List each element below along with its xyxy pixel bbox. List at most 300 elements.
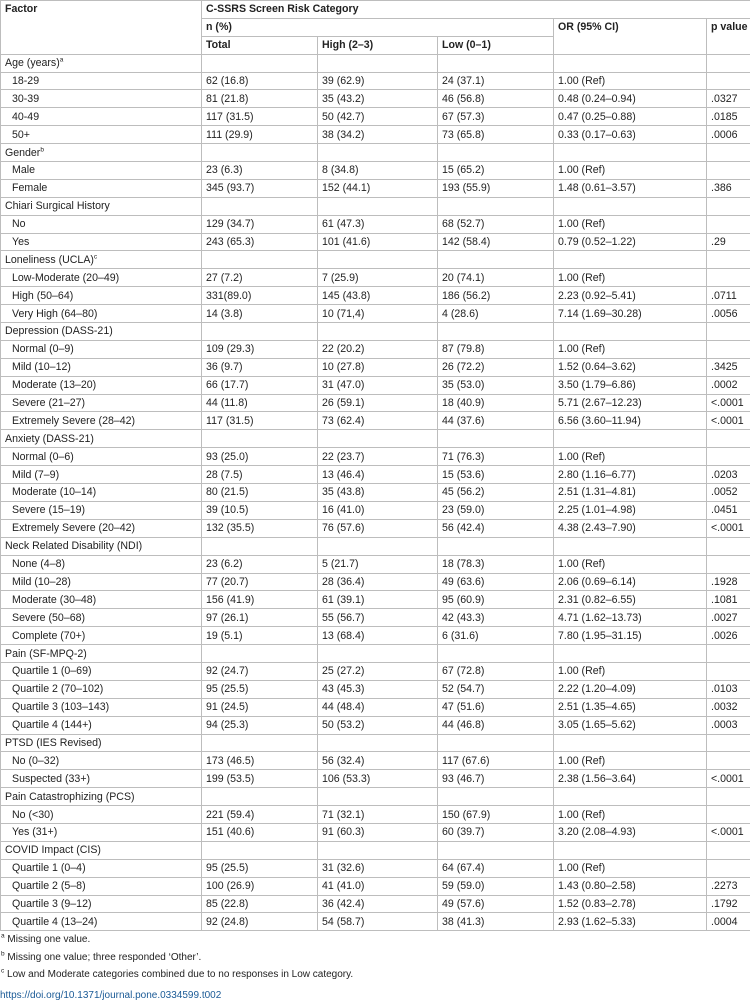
- empty-cell: [318, 537, 438, 555]
- empty-cell: [202, 645, 318, 663]
- group-label-cell: [1, 537, 202, 555]
- category-cell: Severe (15–19): [1, 501, 202, 519]
- total-cell: 36 (9.7): [202, 358, 318, 376]
- p-value-cell: [707, 215, 750, 233]
- category-cell: Quartile 2 (70–102): [1, 680, 202, 698]
- footnote-text: Missing one value; three responded ‘Other’.: [5, 952, 202, 963]
- odds-ratio-cell: 7.80 (1.95–31.15): [554, 627, 707, 645]
- table-row: [1, 484, 750, 502]
- total-cell: 100 (26.9): [202, 877, 318, 895]
- odds-ratio-cell: 1.00 (Ref): [554, 269, 707, 287]
- empty-cell: [438, 430, 554, 448]
- table-row: [1, 376, 750, 394]
- category-cell: None (4–8): [1, 555, 202, 573]
- high-risk-cell: 22 (23.7): [318, 448, 438, 466]
- footnote: [1, 966, 750, 984]
- low-risk-cell: 73 (65.8): [438, 126, 554, 144]
- total-cell: 14 (3.8): [202, 305, 318, 323]
- p-value-header: p value: [707, 18, 750, 54]
- total-cell: 95 (25.5): [202, 859, 318, 877]
- group-header-row: [1, 841, 750, 859]
- group-label-cell: [1, 323, 202, 341]
- category-cell: Normal (0–9): [1, 340, 202, 358]
- low-risk-cell: 64 (67.4): [438, 859, 554, 877]
- odds-ratio-cell: 1.00 (Ref): [554, 340, 707, 358]
- odds-ratio-cell: 1.00 (Ref): [554, 806, 707, 824]
- low-risk-cell: 52 (54.7): [438, 680, 554, 698]
- total-cell: 66 (17.7): [202, 376, 318, 394]
- p-value-cell: [707, 859, 750, 877]
- odds-ratio-cell: 0.48 (0.24–0.94): [554, 90, 707, 108]
- group-label-cell: [1, 251, 202, 269]
- low-risk-cell: 47 (51.6): [438, 698, 554, 716]
- total-cell: 129 (34.7): [202, 215, 318, 233]
- empty-cell: [202, 54, 318, 72]
- empty-cell: [202, 788, 318, 806]
- empty-cell: [438, 537, 554, 555]
- category-cell: 18-29: [1, 72, 202, 90]
- low-risk-cell: 4 (28.6): [438, 305, 554, 323]
- category-cell: Quartile 4 (144+): [1, 716, 202, 734]
- total-cell: 132 (35.5): [202, 519, 318, 537]
- footnote-text: Missing one value.: [5, 934, 91, 945]
- group-label: COVID Impact (CIS): [5, 844, 101, 856]
- total-cell: 23 (6.3): [202, 162, 318, 180]
- odds-ratio-cell: 2.31 (0.82–6.55): [554, 591, 707, 609]
- low-risk-cell: 71 (76.3): [438, 448, 554, 466]
- empty-cell: [318, 323, 438, 341]
- low-risk-cell: 44 (37.6): [438, 412, 554, 430]
- high-risk-cell: 73 (62.4): [318, 412, 438, 430]
- high-risk-cell: 31 (32.6): [318, 859, 438, 877]
- category-cell: No: [1, 215, 202, 233]
- group-header-row: [1, 144, 750, 162]
- p-value-cell: .0203: [707, 466, 750, 484]
- odds-ratio-cell: 1.52 (0.83–2.78): [554, 895, 707, 913]
- p-value-cell: .0027: [707, 609, 750, 627]
- category-cell: Severe (50–68): [1, 609, 202, 627]
- low-risk-cell: 44 (46.8): [438, 716, 554, 734]
- empty-cell: [318, 841, 438, 859]
- empty-cell: [554, 841, 707, 859]
- table-body: [1, 54, 750, 931]
- total-cell: 151 (40.6): [202, 823, 318, 841]
- risk-category-header: C-SSRS Screen Risk Category: [202, 1, 750, 19]
- table-footnotes: [0, 931, 750, 984]
- empty-cell: [438, 734, 554, 752]
- total-cell: 199 (53.5): [202, 770, 318, 788]
- table-row: [1, 358, 750, 376]
- table-row: [1, 913, 750, 931]
- empty-cell: [554, 54, 707, 72]
- category-cell: Yes (31+): [1, 823, 202, 841]
- table-row: [1, 859, 750, 877]
- total-cell: 95 (25.5): [202, 680, 318, 698]
- table-row: [1, 501, 750, 519]
- group-header-row: [1, 788, 750, 806]
- p-value-cell: <.0001: [707, 770, 750, 788]
- group-label-cell: [1, 54, 202, 72]
- group-label: Gender: [5, 147, 40, 159]
- p-value-cell: .386: [707, 179, 750, 197]
- high-risk-cell: 39 (62.9): [318, 72, 438, 90]
- table-row: [1, 394, 750, 412]
- high-risk-cell: 152 (44.1): [318, 179, 438, 197]
- group-label: Chiari Surgical History: [5, 200, 110, 212]
- high-risk-cell: 22 (20.2): [318, 340, 438, 358]
- p-value-cell: <.0001: [707, 519, 750, 537]
- group-label-cell: [1, 144, 202, 162]
- category-cell: Quartile 2 (5–8): [1, 877, 202, 895]
- table-row: [1, 716, 750, 734]
- empty-cell: [707, 841, 750, 859]
- low-risk-cell: 35 (53.0): [438, 376, 554, 394]
- odds-ratio-cell: 1.00 (Ref): [554, 162, 707, 180]
- p-value-cell: .1928: [707, 573, 750, 591]
- low-risk-cell: 15 (53.6): [438, 466, 554, 484]
- group-header-row: [1, 54, 750, 72]
- p-value-cell: .0002: [707, 376, 750, 394]
- table-row: [1, 162, 750, 180]
- group-header-row: [1, 645, 750, 663]
- p-value-cell: .0004: [707, 913, 750, 931]
- total-cell: 23 (6.2): [202, 555, 318, 573]
- low-risk-cell: 56 (42.4): [438, 519, 554, 537]
- table-row: [1, 519, 750, 537]
- p-value-cell: .0052: [707, 484, 750, 502]
- category-cell: Male: [1, 162, 202, 180]
- odds-ratio-cell: 2.93 (1.62–5.33): [554, 913, 707, 931]
- table-row: [1, 573, 750, 591]
- table-row: [1, 627, 750, 645]
- total-cell: 44 (11.8): [202, 394, 318, 412]
- footnote: [1, 931, 750, 949]
- high-risk-cell: 61 (47.3): [318, 215, 438, 233]
- odds-ratio-cell: 0.79 (0.52–1.22): [554, 233, 707, 251]
- empty-cell: [707, 144, 750, 162]
- odds-ratio-cell: 3.20 (2.08–4.93): [554, 823, 707, 841]
- high-risk-cell: 8 (34.8): [318, 162, 438, 180]
- odds-ratio-cell: 1.00 (Ref): [554, 859, 707, 877]
- category-cell: Normal (0–6): [1, 448, 202, 466]
- high-risk-cell: 145 (43.8): [318, 287, 438, 305]
- group-header-row: [1, 251, 750, 269]
- table-row: [1, 108, 750, 126]
- p-value-cell: [707, 662, 750, 680]
- empty-cell: [318, 788, 438, 806]
- empty-cell: [318, 645, 438, 663]
- empty-cell: [554, 537, 707, 555]
- high-risk-cell: 50 (42.7): [318, 108, 438, 126]
- high-risk-cell: 10 (71,4): [318, 305, 438, 323]
- table-row: [1, 233, 750, 251]
- high-risk-cell: 13 (46.4): [318, 466, 438, 484]
- odds-ratio-cell: 1.00 (Ref): [554, 662, 707, 680]
- table-row: [1, 287, 750, 305]
- category-cell: No (<30): [1, 806, 202, 824]
- odds-ratio-cell: 1.48 (0.61–3.57): [554, 179, 707, 197]
- odds-ratio-cell: 3.05 (1.65–5.62): [554, 716, 707, 734]
- total-cell: 92 (24.7): [202, 662, 318, 680]
- odds-ratio-cell: 7.14 (1.69–30.28): [554, 305, 707, 323]
- category-cell: No (0–32): [1, 752, 202, 770]
- table-row: [1, 823, 750, 841]
- group-label-cell: [1, 645, 202, 663]
- group-label-cell: [1, 734, 202, 752]
- group-label: PTSD (IES Revised): [5, 737, 102, 749]
- high-risk-cell: 91 (60.3): [318, 823, 438, 841]
- high-risk-cell: 44 (48.4): [318, 698, 438, 716]
- doi-link[interactable]: https://doi.org/10.1371/journal.pone.0334599.t002: [0, 987, 750, 1004]
- p-value-cell: .29: [707, 233, 750, 251]
- odds-ratio-cell: 2.25 (1.01–4.98): [554, 501, 707, 519]
- odds-ratio-cell: 4.71 (1.62–13.73): [554, 609, 707, 627]
- group-label: Pain Catastrophizing (PCS): [5, 791, 135, 803]
- total-cell: 62 (16.8): [202, 72, 318, 90]
- empty-cell: [438, 841, 554, 859]
- odds-ratio-cell: 2.06 (0.69–6.14): [554, 573, 707, 591]
- category-cell: Yes: [1, 233, 202, 251]
- category-cell: Extremely Severe (28–42): [1, 412, 202, 430]
- high-risk-cell: 35 (43.8): [318, 484, 438, 502]
- total-cell: 80 (21.5): [202, 484, 318, 502]
- total-cell: 117 (31.5): [202, 412, 318, 430]
- group-label: Loneliness (UCLA): [5, 254, 94, 266]
- high-risk-cell: 71 (32.1): [318, 806, 438, 824]
- table-row: [1, 179, 750, 197]
- category-cell: Quartile 1 (0–4): [1, 859, 202, 877]
- empty-cell: [554, 197, 707, 215]
- odds-ratio-cell: 4.38 (2.43–7.90): [554, 519, 707, 537]
- total-cell: 221 (59.4): [202, 806, 318, 824]
- total-cell: 39 (10.5): [202, 501, 318, 519]
- odds-ratio-cell: 6.56 (3.60–11.94): [554, 412, 707, 430]
- total-cell: 173 (46.5): [202, 752, 318, 770]
- empty-cell: [438, 54, 554, 72]
- footnote: [1, 949, 750, 967]
- odds-ratio-cell: 2.22 (1.20–4.09): [554, 680, 707, 698]
- category-cell: Female: [1, 179, 202, 197]
- odds-ratio-cell: 2.51 (1.35–4.65): [554, 698, 707, 716]
- group-header-row: [1, 734, 750, 752]
- total-header: Total: [202, 36, 318, 54]
- high-risk-cell: 76 (57.6): [318, 519, 438, 537]
- table-row: [1, 90, 750, 108]
- table-row: [1, 448, 750, 466]
- low-risk-cell: 23 (59.0): [438, 501, 554, 519]
- high-risk-cell: 13 (68.4): [318, 627, 438, 645]
- footnote-text: Low and Moderate categories combined due to no responses in Low category.: [4, 969, 353, 980]
- low-risk-cell: 24 (37.1): [438, 72, 554, 90]
- empty-cell: [202, 841, 318, 859]
- empty-cell: [202, 734, 318, 752]
- category-cell: Quartile 3 (103–143): [1, 698, 202, 716]
- total-cell: 19 (5.1): [202, 627, 318, 645]
- table-row: [1, 877, 750, 895]
- total-cell: 156 (41.9): [202, 591, 318, 609]
- group-header-row: [1, 197, 750, 215]
- low-risk-cell: 42 (43.3): [438, 609, 554, 627]
- empty-cell: [438, 788, 554, 806]
- high-risk-cell: 35 (43.2): [318, 90, 438, 108]
- total-cell: 93 (25.0): [202, 448, 318, 466]
- empty-cell: [707, 537, 750, 555]
- group-label: Age (years): [5, 57, 60, 69]
- total-cell: 81 (21.8): [202, 90, 318, 108]
- table-row: [1, 466, 750, 484]
- group-label: Anxiety (DASS-21): [5, 433, 94, 445]
- odds-ratio-cell: 2.23 (0.92–5.41): [554, 287, 707, 305]
- low-risk-cell: 142 (58.4): [438, 233, 554, 251]
- high-risk-cell: 43 (45.3): [318, 680, 438, 698]
- p-value-cell: [707, 72, 750, 90]
- odds-ratio-cell: 1.43 (0.80–2.58): [554, 877, 707, 895]
- p-value-cell: .0451: [707, 501, 750, 519]
- odds-ratio-cell: 1.52 (0.64–3.62): [554, 358, 707, 376]
- odds-ratio-cell: 1.00 (Ref): [554, 752, 707, 770]
- total-cell: 94 (25.3): [202, 716, 318, 734]
- high-risk-cell: 56 (32.4): [318, 752, 438, 770]
- total-cell: 117 (31.5): [202, 108, 318, 126]
- empty-cell: [554, 251, 707, 269]
- p-value-cell: .0032: [707, 698, 750, 716]
- high-risk-cell: 54 (58.7): [318, 913, 438, 931]
- total-cell: 77 (20.7): [202, 573, 318, 591]
- high-risk-cell: 26 (59.1): [318, 394, 438, 412]
- category-cell: Mild (10–12): [1, 358, 202, 376]
- group-header-row: [1, 430, 750, 448]
- total-cell: 111 (29.9): [202, 126, 318, 144]
- total-cell: 109 (29.3): [202, 340, 318, 358]
- empty-cell: [202, 144, 318, 162]
- empty-cell: [554, 788, 707, 806]
- table-row: [1, 555, 750, 573]
- low-risk-cell: 26 (72.2): [438, 358, 554, 376]
- empty-cell: [554, 645, 707, 663]
- low-risk-cell: 6 (31.6): [438, 627, 554, 645]
- low-risk-cell: 46 (56.8): [438, 90, 554, 108]
- table-row: [1, 698, 750, 716]
- total-cell: 97 (26.1): [202, 609, 318, 627]
- high-risk-cell: 28 (36.4): [318, 573, 438, 591]
- empty-cell: [202, 537, 318, 555]
- empty-cell: [707, 788, 750, 806]
- low-risk-cell: 18 (40.9): [438, 394, 554, 412]
- p-value-cell: .0185: [707, 108, 750, 126]
- category-cell: Quartile 1 (0–69): [1, 662, 202, 680]
- empty-cell: [202, 197, 318, 215]
- odds-ratio-cell: 1.00 (Ref): [554, 555, 707, 573]
- empty-cell: [318, 251, 438, 269]
- p-value-cell: .0711: [707, 287, 750, 305]
- total-cell: 28 (7.5): [202, 466, 318, 484]
- high-risk-cell: 101 (41.6): [318, 233, 438, 251]
- high-risk-cell: 31 (47.0): [318, 376, 438, 394]
- odds-ratio-cell: 2.80 (1.16–6.77): [554, 466, 707, 484]
- group-label: Neck Related Disability (NDI): [5, 540, 142, 552]
- empty-cell: [202, 323, 318, 341]
- group-header-row: [1, 537, 750, 555]
- high-risk-cell: 16 (41.0): [318, 501, 438, 519]
- low-risk-cell: 193 (55.9): [438, 179, 554, 197]
- p-value-cell: .0003: [707, 716, 750, 734]
- low-risk-cell: 117 (67.6): [438, 752, 554, 770]
- empty-cell: [318, 54, 438, 72]
- table-row: [1, 269, 750, 287]
- empty-cell: [707, 54, 750, 72]
- group-label-cell: [1, 788, 202, 806]
- table-row: [1, 662, 750, 680]
- empty-cell: [707, 197, 750, 215]
- odds-ratio-cell: 2.51 (1.31–4.81): [554, 484, 707, 502]
- footnote-marker: a: [60, 57, 64, 64]
- low-risk-header: Low (0–1): [438, 36, 554, 54]
- p-value-cell: [707, 269, 750, 287]
- n-percent-header: n (%): [202, 18, 554, 36]
- low-risk-cell: 67 (72.8): [438, 662, 554, 680]
- footnote-mark: a: [1, 933, 5, 940]
- high-risk-cell: 41 (41.0): [318, 877, 438, 895]
- low-risk-cell: 45 (56.2): [438, 484, 554, 502]
- high-risk-cell: 61 (39.1): [318, 591, 438, 609]
- empty-cell: [438, 144, 554, 162]
- footnote-mark: b: [1, 950, 5, 957]
- empty-cell: [554, 323, 707, 341]
- odds-ratio-cell: 1.00 (Ref): [554, 72, 707, 90]
- low-risk-cell: 20 (74.1): [438, 269, 554, 287]
- table-row: [1, 340, 750, 358]
- p-value-cell: .0103: [707, 680, 750, 698]
- high-risk-cell: 5 (21.7): [318, 555, 438, 573]
- p-value-cell: .0006: [707, 126, 750, 144]
- empty-cell: [438, 197, 554, 215]
- low-risk-cell: 67 (57.3): [438, 108, 554, 126]
- low-risk-cell: 18 (78.3): [438, 555, 554, 573]
- footnote-marker: b: [40, 146, 44, 153]
- table-row: [1, 72, 750, 90]
- odds-ratio-cell: 0.33 (0.17–0.63): [554, 126, 707, 144]
- empty-cell: [554, 734, 707, 752]
- low-risk-cell: 49 (57.6): [438, 895, 554, 913]
- low-risk-cell: 150 (67.9): [438, 806, 554, 824]
- low-risk-cell: 186 (56.2): [438, 287, 554, 305]
- footnote-mark: c: [1, 968, 4, 975]
- group-label-cell: [1, 197, 202, 215]
- empty-cell: [707, 323, 750, 341]
- empty-cell: [554, 144, 707, 162]
- p-value-cell: [707, 752, 750, 770]
- p-value-cell: <.0001: [707, 412, 750, 430]
- total-cell: 91 (24.5): [202, 698, 318, 716]
- low-risk-cell: 15 (65.2): [438, 162, 554, 180]
- low-risk-cell: 49 (63.6): [438, 573, 554, 591]
- table-row: [1, 752, 750, 770]
- p-value-cell: [707, 340, 750, 358]
- category-cell: Moderate (30–48): [1, 591, 202, 609]
- empty-cell: [202, 430, 318, 448]
- category-cell: Extremely Severe (20–42): [1, 519, 202, 537]
- empty-cell: [202, 251, 318, 269]
- total-cell: 27 (7.2): [202, 269, 318, 287]
- table-row: [1, 215, 750, 233]
- p-value-cell: .0327: [707, 90, 750, 108]
- low-risk-cell: 38 (41.3): [438, 913, 554, 931]
- odds-ratio-cell: 1.00 (Ref): [554, 215, 707, 233]
- odds-ratio-cell: 0.47 (0.25–0.88): [554, 108, 707, 126]
- table-row: [1, 609, 750, 627]
- p-value-cell: [707, 162, 750, 180]
- table-row: [1, 126, 750, 144]
